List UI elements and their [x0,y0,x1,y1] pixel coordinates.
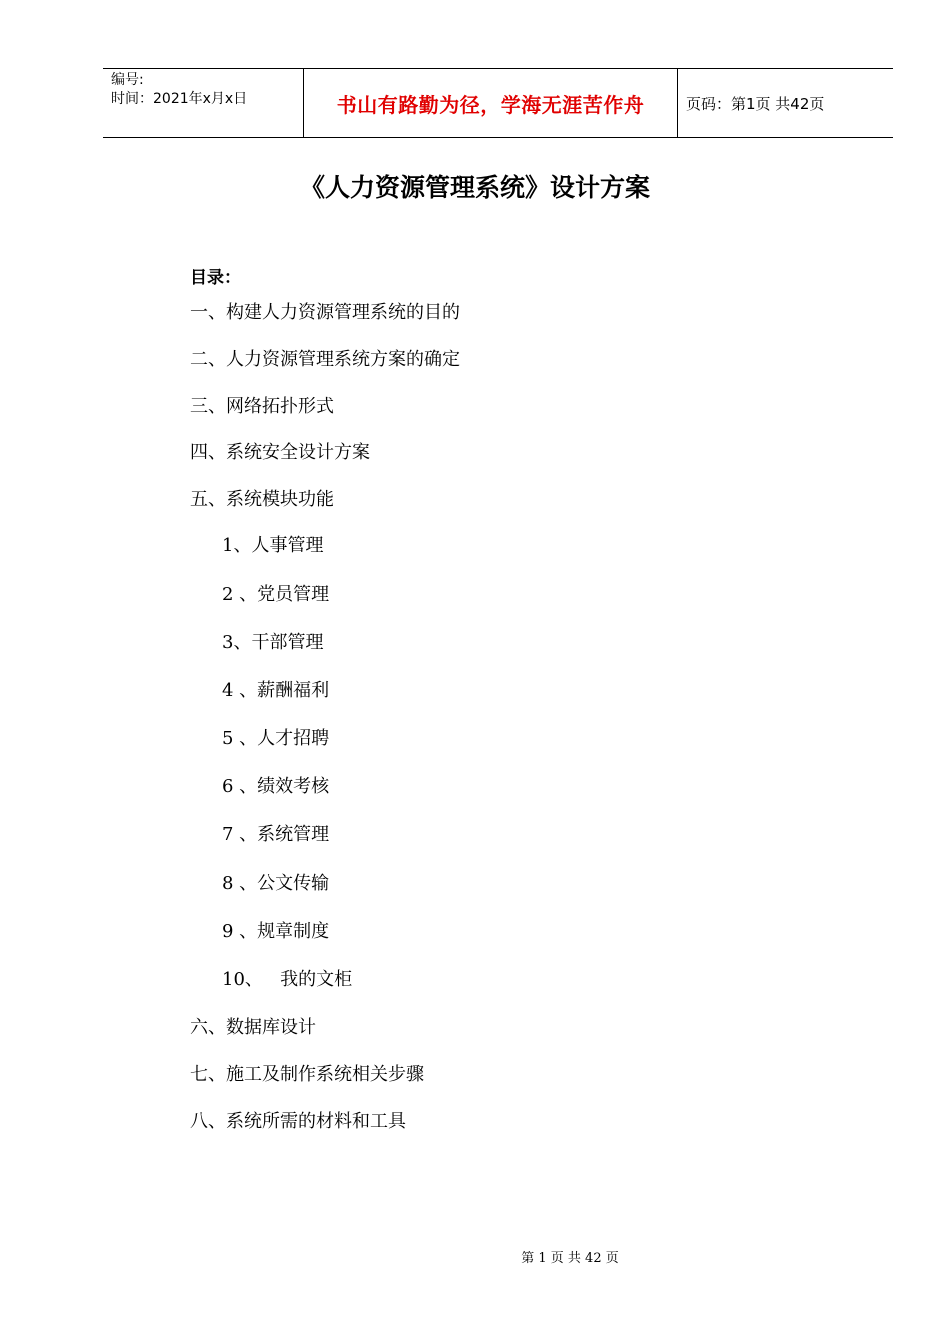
toc-subitem: 9 、规章制度 [222,921,330,942]
toc-item: 三、网络拓扑形式 [190,396,334,417]
document-title: 《人力资源管理系统》设计方案 [299,173,650,202]
toc-item: 八、系统所需的材料和工具 [190,1111,406,1132]
toc-item: 六、数据库设计 [190,1017,316,1038]
toc-item: 七、施工及制作系统相关步骤 [190,1064,424,1085]
header-motto-cell [304,69,678,137]
page-info-text: 页码：第1页 共42页 [686,94,825,113]
toc-subitem: 4 、薪酬福利 [222,680,330,701]
toc-item: 一、构建人力资源管理系统的目的 [190,302,460,323]
header-meta [103,69,304,137]
toc-subitem: 8 、公文传输 [222,873,330,894]
document-date: 时间：2021年x月x日 [111,91,248,107]
toc-item: 四、系统安全设计方案 [190,442,370,463]
page-header [103,68,893,138]
toc-subitem: 6 、绩效考核 [222,776,330,797]
toc-subitem: 7 、系统管理 [222,824,330,845]
document-number: 编号: [111,72,144,88]
header-page-info [678,69,901,137]
toc-item: 二、人力资源管理系统方案的确定 [190,349,460,370]
toc-heading: 目录： [190,268,241,288]
toc-subitem: 10、 我的文柜 [222,969,353,990]
toc-subitem: 2 、党员管理 [222,584,330,605]
toc-subitem: 3、干部管理 [222,632,324,653]
toc-subitem: 1、人事管理 [222,535,324,556]
page-footer: 第 1 页 共 42 页 [521,1251,619,1266]
motto-text: 书山有路勤为径，学海无涯苦作舟 [336,92,645,117]
toc-item: 五、系统模块功能 [190,489,334,510]
toc-subitem: 5 、人才招聘 [222,728,330,749]
